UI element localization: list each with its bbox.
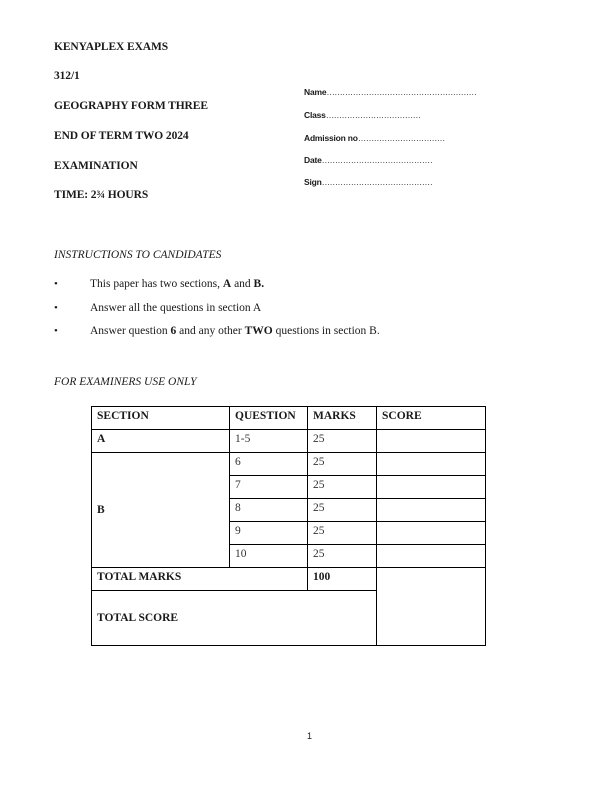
text-run: Answer question [90, 325, 171, 337]
admission-blank[interactable]: …………………………… [357, 133, 445, 143]
marks-cell: 25 [308, 476, 377, 499]
header-marks: MARKS [308, 407, 377, 430]
text-run-bold: TWO [244, 325, 273, 337]
instruction-text [90, 302, 261, 314]
class-blank[interactable]: ……………………………… [325, 110, 421, 120]
date-blank[interactable]: …………………………………… [321, 155, 433, 165]
total-marks-row [92, 568, 486, 591]
paper-code: 312/1 [54, 70, 80, 82]
text-run: Answer all the questions in section A [90, 302, 262, 314]
section-b-cell: B [92, 453, 230, 568]
term-title: END OF TERM TWO 2024 [54, 130, 189, 142]
time-allowed: TIME: 2¾ HOURS [54, 189, 149, 201]
score-cell[interactable] [377, 476, 486, 499]
score-cell[interactable] [377, 453, 486, 476]
question-cell: 8 [230, 499, 308, 522]
instruction-text [90, 325, 380, 337]
sign-blank[interactable]: …………………………………… [321, 177, 433, 187]
admission-field[interactable] [304, 133, 445, 143]
table-row [92, 453, 486, 476]
text-run-bold: B. [253, 278, 265, 290]
name-label: Name [304, 87, 327, 97]
question-cell: 10 [230, 545, 308, 568]
marks-cell: 25 [308, 545, 377, 568]
bullet-icon: • [54, 325, 58, 337]
exam-title: EXAMINATION [54, 160, 138, 172]
name-field[interactable] [304, 87, 476, 97]
total-marks-value: 100 [308, 568, 377, 591]
table-row [92, 430, 486, 453]
school-name: KENYAPLEX EXAMS [54, 41, 169, 53]
marks-cell: 25 [308, 522, 377, 545]
score-cell[interactable] [377, 545, 486, 568]
bullet-icon: • [54, 278, 58, 290]
question-cell: 9 [230, 522, 308, 545]
text-run-bold: 6 [170, 325, 177, 337]
score-cell[interactable] [377, 499, 486, 522]
subject-title: GEOGRAPHY FORM THREE [54, 100, 208, 112]
marks-cell: 25 [308, 453, 377, 476]
text-run: This paper has two sections, [90, 278, 223, 290]
question-cell: 7 [230, 476, 308, 499]
header-question: QUESTION [230, 407, 308, 430]
sign-field[interactable] [304, 177, 432, 187]
instruction-text [90, 278, 264, 290]
marks-cell: 25 [308, 430, 377, 453]
question-cell: 1-5 [230, 430, 308, 453]
text-run: and any other [176, 325, 245, 337]
text-run-bold: A [222, 278, 232, 290]
total-score-cell[interactable] [377, 568, 486, 646]
instructions-title: INSTRUCTIONS TO CANDIDATES [54, 249, 222, 261]
total-score-label: TOTAL SCORE [92, 591, 377, 646]
examiners-table [91, 406, 486, 646]
total-marks-label: TOTAL MARKS [92, 568, 308, 591]
table-header-row [92, 407, 486, 430]
class-label: Class [304, 110, 326, 120]
page-number: 1 [307, 731, 313, 741]
class-field[interactable] [304, 110, 421, 120]
marks-cell: 25 [308, 499, 377, 522]
sign-label: Sign [304, 177, 322, 187]
score-cell[interactable] [377, 430, 486, 453]
question-cell: 6 [230, 453, 308, 476]
examiners-title: FOR EXAMINERS USE ONLY [54, 376, 197, 388]
header-score: SCORE [377, 407, 486, 430]
date-field[interactable] [304, 155, 432, 165]
text-run: and [231, 278, 254, 290]
name-blank[interactable]: ………………………………………………… [326, 87, 477, 97]
admission-label: Admission no [304, 133, 358, 143]
section-a-cell: A [92, 430, 230, 453]
bullet-icon: • [54, 302, 58, 314]
header-section: SECTION [92, 407, 230, 430]
date-label: Date [304, 155, 322, 165]
text-run: questions in section B. [272, 325, 380, 337]
score-cell[interactable] [377, 522, 486, 545]
